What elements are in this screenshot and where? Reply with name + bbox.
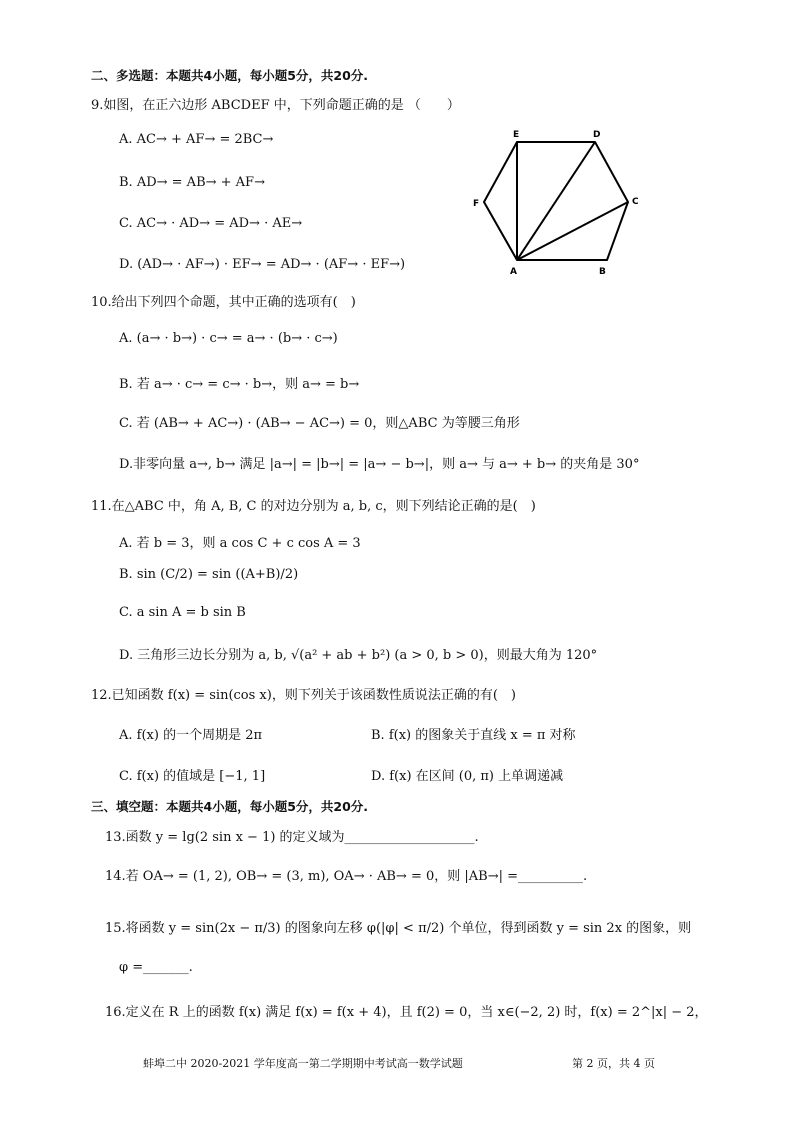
question-12-option-c: C. f(x) 的值域是 [−1, 1]: [119, 769, 266, 784]
question-11-option-c: C. a sin A = b sin B: [119, 605, 246, 620]
question-12-option-a: A. f(x) 的一个周期是 2π: [119, 728, 263, 743]
vertex-label-e: E: [513, 130, 520, 140]
question-12-stem: 12.已知函数 f(x) = sin(cos x)，则下列关于该函数性质说法正确的有( ): [91, 688, 516, 703]
question-11-option-d: D. 三角形三边长分别为 a, b, √(a² + ab + b²) (a > 0, b > 0)，则最大角为 120°: [119, 648, 598, 663]
question-15-line-1: 15.将函数 y = sin(2x − π/3) 的图象向左移 φ(|φ| < π/2) 个单位，得到函数 y = sin 2x 的图象，则: [105, 921, 692, 936]
question-16: 16.定义在 R 上的函数 f(x) 满足 f(x) = f(x + 4)，且 f(2) = 0，当 x∈(−2, 2) 时，f(x) = 2^|x| − 2，: [105, 1005, 708, 1020]
footer-exam-title: 蚌埠二中 2020-2021 学年度高一第二学期期中考试高一数学试题: [143, 1057, 463, 1070]
vertex-label-c: C: [632, 197, 639, 207]
question-10-stem: 10.给出下列四个命题，其中正确的选项有( ): [91, 295, 356, 310]
question-9-option-a: A. AC→ + AF→ = 2BC→: [119, 132, 274, 147]
question-10-option-d: D.非零向量 a→, b→ 满足 |a→| = |b→| = |a→ − b→|，则 a→ 与 a→ + b→ 的夹角是 30°: [119, 457, 640, 472]
vertex-label-d: D: [593, 130, 601, 140]
question-10-option-c: C. 若 (AB→ + AC→) · (AB→ − AC→) = 0，则△ABC 为等腰三角形: [119, 416, 520, 431]
question-12-option-d: D. f(x) 在区间 (0, π) 上单调递减: [371, 769, 564, 784]
vertex-label-f: F: [473, 199, 480, 209]
section-heading-fill-in: 三、填空题：本题共4小题，每小题5分，共20分.: [91, 799, 369, 814]
question-13: 13.函数 y = lg(2 sin x − 1) 的定义域为____________________.: [105, 830, 479, 845]
question-14: 14.若 OA→ = (1, 2), OB→ = (3, m), OA→ · AB→ = 0，则 |AB→| =__________.: [105, 869, 588, 884]
question-11-option-a: A. 若 b = 3，则 a cos C + c cos A = 3: [119, 536, 361, 551]
question-12-option-b: B. f(x) 的图象关于直线 x = π 对称: [371, 728, 576, 743]
question-15-line-2: φ =_______.: [119, 960, 193, 975]
question-11-stem: 11.在△ABC 中，角 A, B, C 的对边分别为 a, b, c，则下列结论正确的是( ): [91, 499, 536, 514]
vertex-label-b: B: [599, 267, 606, 277]
section-heading-multiple-choice: 二、多选题：本题共4小题，每小题5分，共20分.: [91, 68, 369, 83]
vertex-label-a: A: [510, 267, 517, 277]
question-10-option-b: B. 若 a→ · c→ = c→ · b→，则 a→ = b→: [119, 377, 360, 392]
question-11-option-b: B. sin (C/2) = sin ((A+B)/2): [119, 567, 299, 582]
question-9-option-b: B. AD→ = AB→ + AF→: [119, 175, 265, 190]
question-9-option-d: D. (AD→ · AF→) · EF→ = AD→ · (AF→ · EF→): [119, 257, 406, 272]
segment-ad: [517, 142, 595, 260]
question-10-option-a: A. (a→ · b→) · c→ = a→ · (b→ · c→): [119, 331, 338, 346]
segment-ac: [517, 202, 628, 260]
footer-page-number: 第 2 页，共 4 页: [572, 1057, 655, 1070]
hexagon-figure: [466, 126, 646, 278]
question-9-option-c: C. AC→ · AD→ = AD→ · AE→: [119, 216, 303, 231]
question-9-stem: 9.如图，在正六边形 ABCDEF 中，下列命题正确的是 （ ）: [91, 98, 460, 113]
